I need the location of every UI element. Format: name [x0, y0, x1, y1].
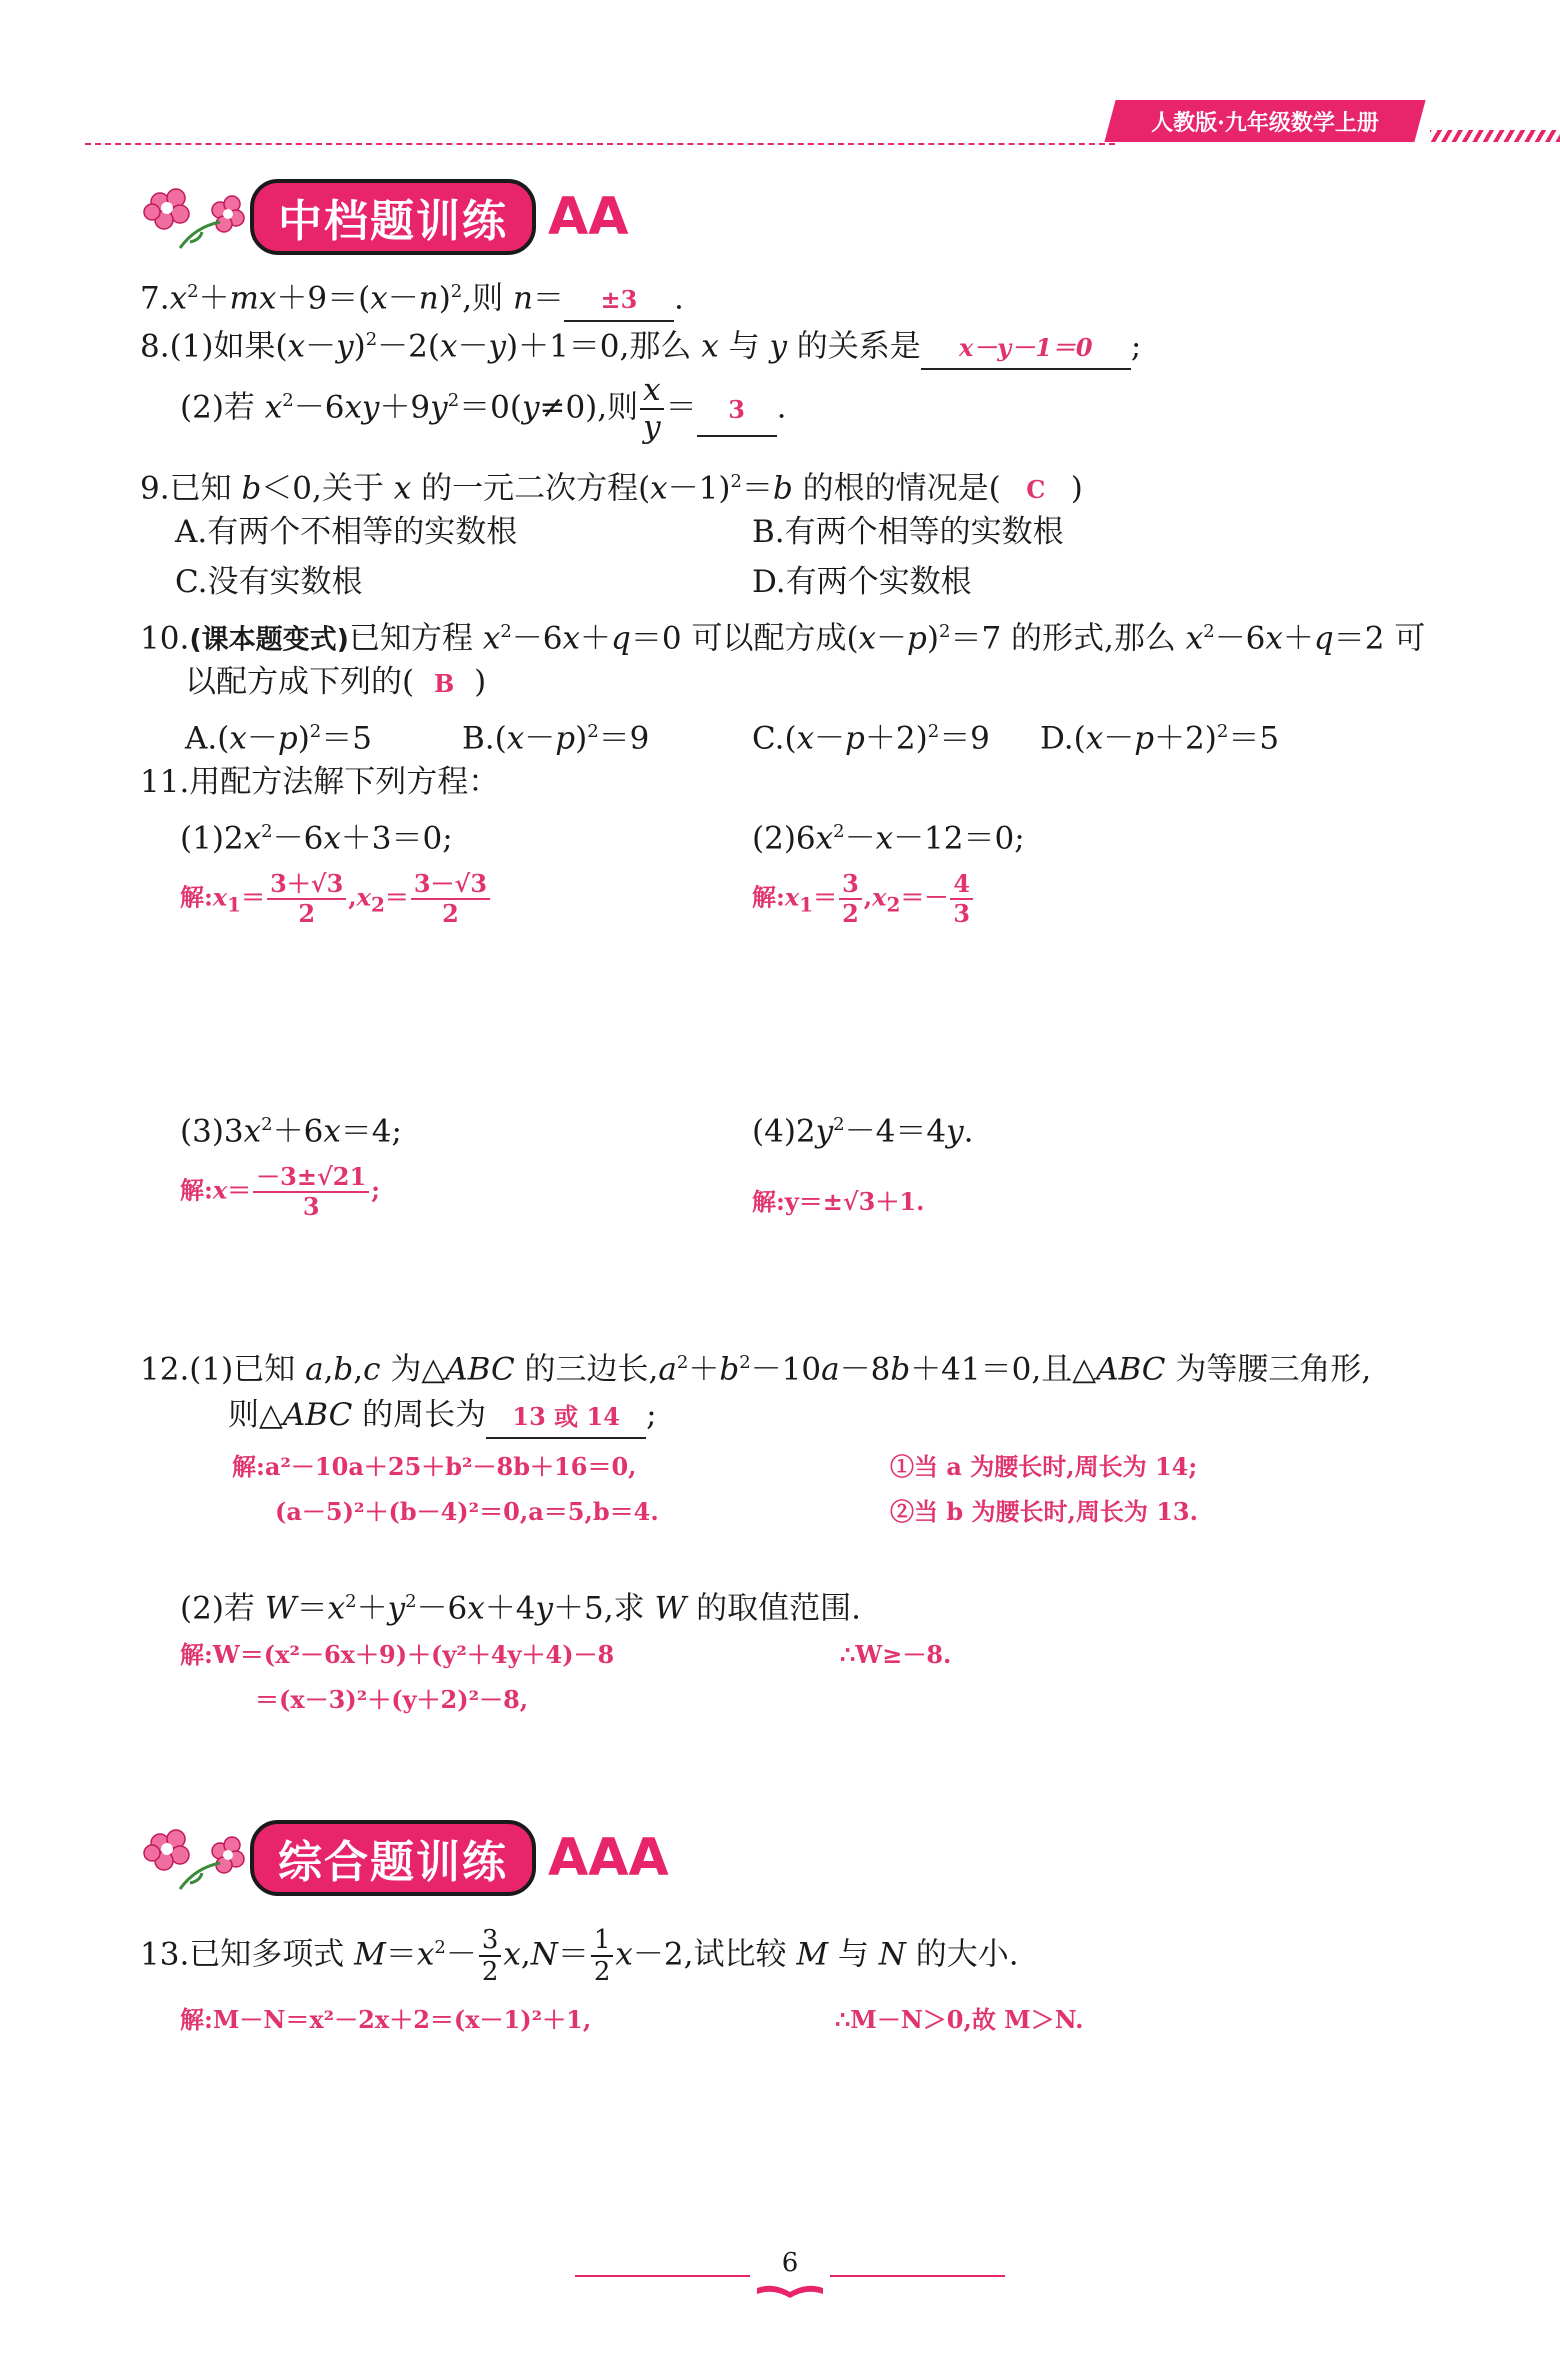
q12-2-solution-conclusion: ∴W≥－8. — [840, 1640, 952, 1669]
q10-option-b: $B.(x-p)^2=9$ — [462, 720, 650, 757]
answer-blank: x－y－1＝0 — [921, 328, 1131, 370]
answer-blank: 13 或 14 — [486, 1397, 646, 1439]
question-9: 9.已知 b＜0,关于 x 的一元二次方程$(x-1)^2=b$ 的根的情况是( C ) — [140, 462, 1083, 510]
q11-solution-4: 解:y＝±√3＋1. — [752, 1187, 925, 1216]
section-level: AA — [548, 187, 629, 247]
question-12-1: 12.(1)已知 a,b,c 为△ABC 的三边长$,a^2+b^2-10a-8b+41=0$,且△ABC 为等腰三角形, — [140, 1351, 1372, 1388]
option-b: B.有两个相等的实数根 — [752, 514, 1064, 550]
q10-option-d: $D.(x-p+2)^2=5$ — [1040, 720, 1280, 757]
q10-option-c: $C.(x-p+2)^2=9$ — [752, 720, 990, 757]
flower-icon — [140, 182, 250, 254]
q12-solution-case2: ②当 b 为腰长时,周长为 13. — [890, 1497, 1198, 1526]
question-10: 10.(课本题变式)已知方程 $x^2-6x+q=0$ 可以配方成$(x-p)^2=7$ 的形式,那么 $x^2-6x+q=2$ 可 — [140, 620, 1426, 657]
question-8-1: 8.(1)如果$(x-y)^2-2(x-y)+1=0$,那么 x 与 y 的关系是 x－y－1＝0 ; — [140, 320, 1141, 370]
q13-solution: 解:M－N＝x²－2x＋2＝(x－1)²＋1, — [180, 2005, 592, 2034]
q11-part2: $(2)6x^2-x-12=0$; — [752, 820, 1025, 857]
q11-solution-2: 解$:x_1=$ $\frac{3}{2}$ $,x_2=-$ $\frac{4}{3}$ — [752, 872, 975, 926]
answer-blank: 3 — [697, 385, 777, 437]
q12-2-solution-line2: ＝(x－3)²＋(y＋2)²－8, — [255, 1685, 529, 1714]
question-12-1-cont: 则△ABC 的周长为 13 或 14 ; — [228, 1395, 657, 1439]
option-a: A.有两个不相等的实数根 — [175, 514, 518, 550]
q11-part1: $(1)2x^2-6x+3=0$; — [180, 820, 453, 857]
q11-part3: $(3)3x^2+6x=4$; — [180, 1113, 402, 1150]
q13-conclusion: ∴M－N＞0,故 M＞N. — [835, 2005, 1084, 2034]
question-10-cont: 以配方成下列的( B ) — [185, 662, 486, 704]
option-d: D.有两个实数根 — [752, 564, 972, 600]
question-7: $7.x^2+mx+9=(x-n)^2$,则 n＝ ±3 . — [140, 272, 684, 322]
q12-2-solution-line1: 解:W＝(x²－6x＋9)＋(y²＋4y＋4)－8 — [180, 1640, 615, 1669]
q11-solution-3: 解:x＝ $\frac{-3\pm√21}{3}$ ; — [180, 1162, 381, 1221]
q11-part4: $(4)2y^2-4=4y$. — [752, 1113, 974, 1150]
footer-rule-left — [575, 2275, 750, 2277]
header-stripes — [1430, 130, 1560, 142]
section-level: AAA — [548, 1828, 669, 1888]
section-banner-mid — [250, 182, 629, 252]
option-c: C.没有实数根 — [175, 564, 363, 600]
question-11: 11.用配方法解下列方程： — [140, 764, 500, 800]
question-13: 13.已知多项式 $M=x^2-$ $\frac{3}{2}$ x,N＝ $\frac{1}{2}$ x－2,试比较 M 与 N 的大小. — [140, 1924, 1019, 1987]
question-8-2: (2)若 $x^2-6xy+9y^2=0(y\ne 0)$,则 $\frac{x}{y}$ ＝ 3 . — [180, 372, 787, 445]
page-number: 6 — [781, 2248, 799, 2278]
section-banner-comp — [250, 1823, 669, 1893]
footer-rule-right — [830, 2275, 1005, 2277]
q10-options: $A.(x-p)^2=5$ — [185, 720, 372, 757]
flower-icon — [140, 1823, 250, 1895]
header-tag-text: 人教版·九年级数学上册 — [1151, 110, 1379, 136]
q12-solution-line2: (a－5)²＋(b－4)²＝0,a＝5,b＝4. — [275, 1497, 659, 1526]
question-tag: (课本题变式) — [189, 624, 349, 656]
book-icon — [755, 2282, 825, 2308]
section-title: 综合题训练 — [250, 1820, 536, 1896]
answer-blank: ±3 — [564, 280, 674, 322]
q11-solution-1: 解$:x_1=$ $\frac{3+√3}{2}$ $,x_2=$ $\frac{3-√3}{2}$ — [180, 872, 492, 926]
q12-solution-case1: ①当 a 为腰长时,周长为 14; — [890, 1452, 1198, 1481]
answer-choice: B — [433, 669, 455, 698]
header-rule — [85, 143, 1115, 145]
answer-choice: C — [1026, 475, 1046, 505]
question-12-2: (2)若 $W=x^2+y^2-6x+4y+5$,求 W 的取值范围. — [180, 1590, 862, 1627]
q12-solution-line1: 解:a²－10a＋25＋b²－8b＋16＝0, — [232, 1452, 637, 1481]
section-title: 中档题训练 — [250, 179, 536, 255]
